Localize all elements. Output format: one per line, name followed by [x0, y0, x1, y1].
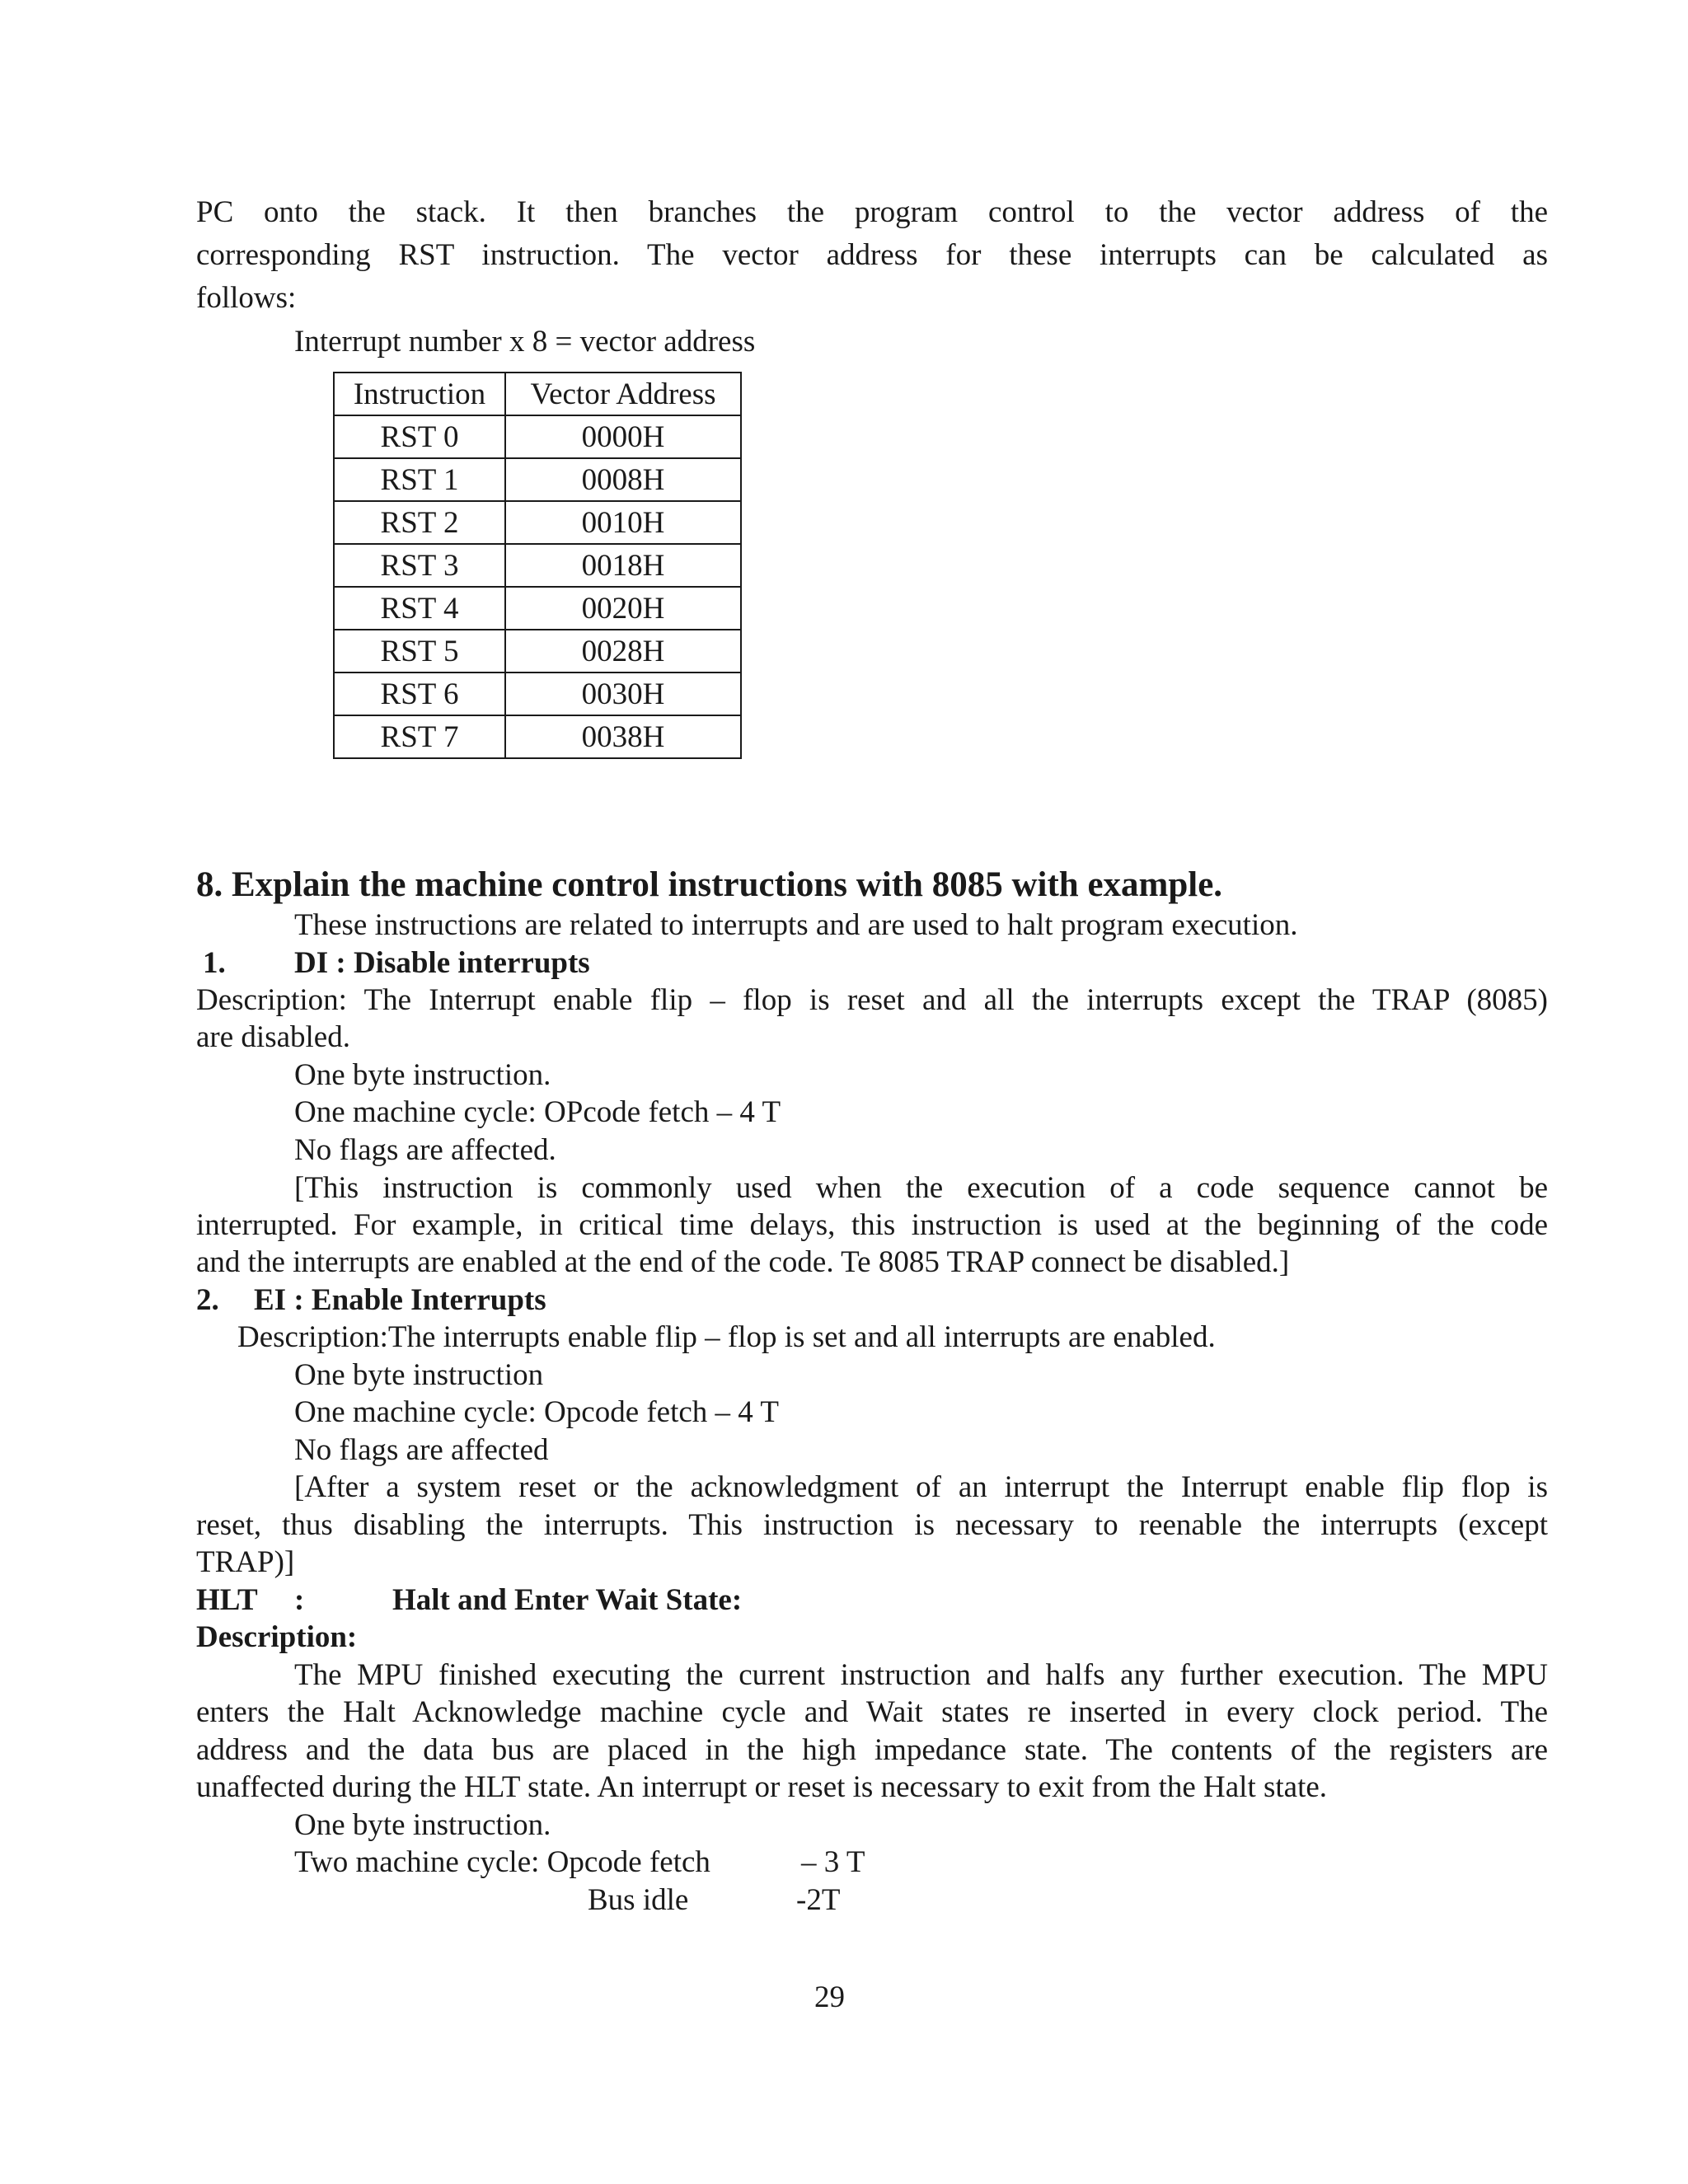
table-cell: RST 5: [334, 630, 505, 673]
section-8-intro: These instructions are related to interrupts and are used to halt program execution.: [294, 908, 1298, 942]
table-header-cell: Vector Address: [505, 373, 741, 415]
ei-note-line-2: reset, thus disabling the interrupts. This instruction is necessary to reenable the interrupts (except: [196, 1508, 1548, 1542]
hlt-colon: :: [294, 1583, 305, 1617]
di-description-line-1: Description: The Interrupt enable flip – flop is reset and all the interrupts except the TRAP (8085): [196, 983, 1548, 1017]
table-row: [334, 544, 741, 587]
intro-line-1: PC onto the stack. It then branches the program control to the vector address of the: [196, 195, 1548, 229]
ei-number: 2.: [196, 1283, 219, 1317]
ei-flags: No flags are affected: [294, 1433, 549, 1467]
di-description-line-2: are disabled.: [196, 1020, 350, 1054]
di-note-line-2: interrupted. For example, in critical time delays, this instruction is used at the beginning of the code: [196, 1208, 1548, 1242]
table-cell: 0020H: [505, 587, 741, 630]
table-header-cell: Instruction: [334, 373, 505, 415]
ei-heading: EI : Enable Interrupts: [254, 1283, 546, 1317]
table-cell: 0018H: [505, 544, 741, 587]
table-cell: RST 0: [334, 415, 505, 458]
table-cell: 0010H: [505, 501, 741, 544]
table-row: [334, 458, 741, 501]
di-machine-cycle: One machine cycle: OPcode fetch – 4 T: [294, 1095, 781, 1129]
table-header-row: [334, 373, 741, 415]
table-row: [334, 673, 741, 715]
di-bytes: One byte instruction.: [294, 1058, 551, 1092]
table-cell: 0028H: [505, 630, 741, 673]
table-row: [334, 415, 741, 458]
hlt-bytes: One byte instruction.: [294, 1808, 551, 1842]
hlt-body-line-3: address and the data bus are placed in the high impedance state. The contents of the registers are: [196, 1733, 1548, 1767]
intro-line-2: corresponding RST instruction. The vector address for these interrupts can be calculated as: [196, 238, 1548, 272]
table-row: [334, 630, 741, 673]
hlt-heading: Halt and Enter Wait State:: [392, 1583, 743, 1617]
hlt-body-line-4: unaffected during the HLT state. An interrupt or reset is necessary to exit from the Halt state.: [196, 1770, 1328, 1804]
hlt-body-line-1: The MPU finished executing the current instruction and halfs any further execution. The MPU: [294, 1658, 1548, 1692]
table-cell: RST 3: [334, 544, 505, 587]
hlt-machine-cycle: Two machine cycle: Opcode fetch: [294, 1845, 710, 1879]
vector-formula: Interrupt number x 8 = vector address: [294, 325, 756, 359]
table-cell: 0038H: [505, 715, 741, 758]
table-cell: RST 2: [334, 501, 505, 544]
table-cell: 0000H: [505, 415, 741, 458]
ei-machine-cycle: One machine cycle: Opcode fetch – 4 T: [294, 1395, 779, 1429]
table-cell: RST 1: [334, 458, 505, 501]
di-flags: No flags are affected.: [294, 1133, 556, 1167]
ei-description: Description:The interrupts enable flip – flop is set and all interrupts are enabled.: [237, 1320, 1216, 1354]
ei-note-line-1: [After a system reset or the acknowledgment of an interrupt the Interrupt enable flip flop is: [294, 1470, 1548, 1504]
hlt-bus-idle: Bus idle: [588, 1883, 689, 1917]
hlt-label: HLT: [196, 1583, 258, 1617]
table-row: [334, 715, 741, 758]
di-note-line-1: [This instruction is commonly used when the execution of a code sequence cannot be: [294, 1171, 1548, 1205]
table-cell: RST 7: [334, 715, 505, 758]
hlt-bus-idle-states: -2T: [796, 1883, 841, 1917]
page-number: 29: [814, 1980, 845, 2014]
intro-line-3: follows:: [196, 281, 297, 315]
hlt-description-label: Description:: [196, 1620, 358, 1654]
hlt-body-line-2: enters the Halt Acknowledge machine cycle and Wait states re inserted in every clock period. The: [196, 1695, 1548, 1729]
table-cell: RST 6: [334, 673, 505, 715]
table-cell: 0008H: [505, 458, 741, 501]
vector-address-table: [333, 372, 742, 759]
di-heading: DI : Disable interrupts: [294, 946, 590, 980]
di-note-line-3: and the interrupts are enabled at the end of the code. Te 8085 TRAP connect be disabled.]: [196, 1245, 1290, 1279]
di-number: 1.: [203, 946, 226, 980]
ei-note-line-3: TRAP)]: [196, 1545, 295, 1579]
table-row: [334, 501, 741, 544]
table-cell: RST 4: [334, 587, 505, 630]
section-8-heading: 8. Explain the machine control instructions with 8085 with example.: [196, 865, 1223, 904]
table-row: [334, 587, 741, 630]
hlt-opcode-fetch-states: – 3 T: [801, 1845, 865, 1879]
ei-bytes: One byte instruction: [294, 1358, 544, 1392]
table-cell: 0030H: [505, 673, 741, 715]
